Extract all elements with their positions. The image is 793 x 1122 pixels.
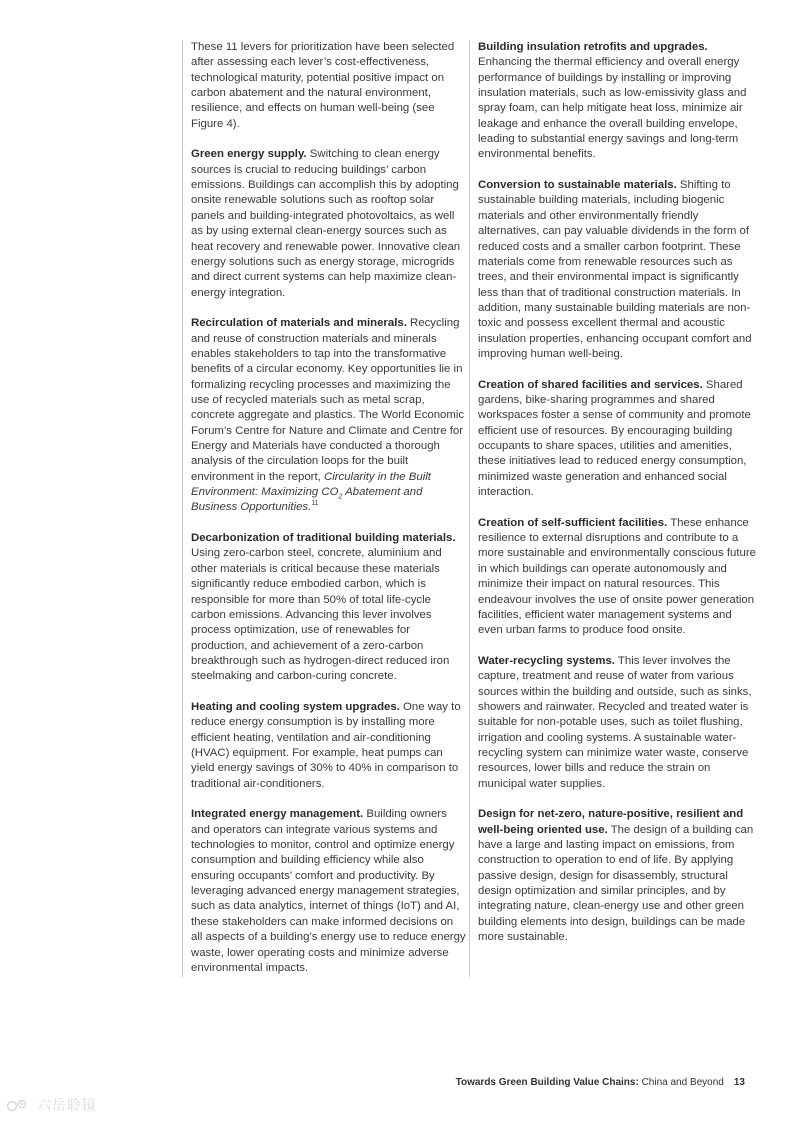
- recirculation-paragraph: Recirculation of materials and minerals. Recycling and reuse of construction materials and minerals enables stakeholders to tap into the transformative benefits of a circular economy. Key opportunities lie in formalizing recycling processes and maximizing the use of recycled materials such as metal scrap, concrete aggregate and plastics. The World Economic Forum’s Centre for Nature and Climate and Centre for Energy and Materials have conducted a thorough analysis of the circulation loops for the built environment in the report, Circularity in the Built Environment: Maximizing $CO_2$ Abatement and Business Opportunities.$^{11}$: [191, 317, 465, 514]
- insulation-heading: Building insulation retrofits and upgrades.: [478, 41, 708, 53]
- decarbonization-heading: Decarbonization of traditional building materials.: [191, 532, 456, 545]
- intro-paragraph: These 11 levers for prioritization have been selected after assessing each lever’s cost-effectiveness, technological maturity, potential positive impact on carbon abatement and the natural environment, resilience, and effects on human well-being (see Figure 4).: [191, 41, 455, 130]
- heating-heading: Heating and cooling system upgrades.: [191, 700, 400, 713]
- decarbonization-paragraph: Decarbonization of traditional building materials. Using zero-carbon steel, concrete, aluminium and other materials is critical because these materials significantly reduce embodied carbon, which is responsible for more than 50% of total life-cycle carbon emissions. Advancing this lever involves process optimization, use of renewables for production, and achievement of a zero-carbon breakthrough such as hydrogen-direct reduced iron steelmaking and carbon-curing concrete.: [191, 532, 456, 683]
- right-column: [469, 40, 756, 977]
- footnote-ref: 11: [311, 500, 319, 508]
- page-footer: [456, 1077, 745, 1088]
- recirculation-heading: Recirculation of materials and minerals.: [191, 317, 407, 330]
- shared-facilities-paragraph: Creation of shared facilities and services. Shared gardens, bike-sharing programmes and shared workspaces foster a sense of community and promote efficient use of resources. By encouraging building occupants to share spaces, utilities and amenities, these initiatives lead to reduced energy consumption, minimized waste generation and enhanced social interaction.: [478, 378, 751, 499]
- sustainable-materials-heading: Conversion to sustainable materials.: [478, 179, 677, 192]
- net-zero-design-paragraph: Design for net-zero, nature-positive, resilient and well-being oriented use. The design of a building can have a large and lasting impact on emissions, from construction to operation to end of life. By applying passive design, design for disassembly, structural design optimization and similar principles, and by integrating nature, clean-energy use and other green building elements into design, buildings can be made more sustainable.: [478, 808, 754, 944]
- self-sufficient-paragraph: Creation of self-sufficient facilities. These enhance resilience to external disruptions and contribute to a more sustainable and environmentally conscious future in which buildings can operate autonomously and minimize their impact on natural resources. This endeavour involves the use of onsite power generation facilities, efficient water management systems and even urban farms to produce food onsite.: [478, 516, 756, 637]
- page-number: 13: [733, 1077, 745, 1088]
- left-column: [182, 40, 467, 977]
- heating-paragraph: Heating and cooling system upgrades. One way to reduce energy consumption is by installing more efficient heating, ventilation and air-conditioning (HVAC) equipment. For example, heat pumps can yield energy savings of 30% to 40% in comparison to traditional air-conditioners.: [191, 700, 461, 790]
- net-zero-design-heading: Design for net-zero, nature-positive, resilient and well-being oriented use.: [478, 808, 744, 836]
- shared-facilities-heading: Creation of shared facilities and services.: [478, 378, 703, 391]
- report-title: Circularity in the Built Environment: Maximizing $CO_2$ Abatement and Business Opportunities.: [191, 470, 431, 514]
- insulation-paragraph: Building insulation retrofits and upgrades. Enhancing the thermal efficiency and overall energy performance of buildings by installing or improving insulation materials, such as low-emissivity glass and spray foam, can help mitigate heat loss, minimize air leakage and enhance the overall building envelope, leading to substantial energy savings and long-term environmental benefits.: [478, 41, 747, 161]
- watermark-text: 六岳聆镜: [36, 1097, 97, 1113]
- footer-report-subtitle: China and Beyond: [638, 1077, 724, 1088]
- self-sufficient-heading: Creation of self-sufficient facilities.: [478, 516, 668, 529]
- sustainable-materials-paragraph: Conversion to sustainable materials. Shifting to sustainable building materials, including biogenic materials and other environmentally friendly alternatives, can pay valuable dividends in the form of reduced costs and a smaller carbon footprint. These materials come from renewable resources such as trees, and their environmental impact is significantly less than that of traditional construction materials. In addition, many sustainable building materials are non-toxic and possess excellent thermal and acoustic insulation properties, enhancing occupant comfort and improving human well-being.: [478, 179, 752, 360]
- eye-logo-icon: [6, 1099, 32, 1113]
- green-energy-heading: Green energy supply.: [191, 148, 307, 161]
- energy-management-paragraph: Integrated energy management. Building owners and operators can integrate various systems and technologies to monitor, control and optimize energy consumption and building efficiency while also ensuring occupants’ comfort and productivity. By leveraging advanced energy management strategies, such as data analytics, internet of things (IoT) and AI, these stakeholders can make informed decisions on all aspects of a building’s energy use to reduce energy waste, lower operating costs and minimize adverse environmental impacts.: [191, 808, 466, 974]
- green-energy-paragraph: Green energy supply. Switching to clean energy sources is crucial to reducing buildings’ carbon emissions. Buildings can accomplish this by adopting onsite renewable solutions such as rooftop solar panels and building-integrated photovoltaics, as well as by using external clean-energy sources such as heat recovery and renewable power. Innovative clean energy solutions such as energy storage, microgrids and direct current systems can help maximize clean-energy integration.: [191, 148, 461, 299]
- water-recycling-heading: Water-recycling systems.: [478, 654, 615, 667]
- water-recycling-paragraph: Water-recycling systems. This lever involves the capture, treatment and reuse of water from various sources within the building and outside, such as sinks, showers and rainwater. Recycled and treated water is suitable for non-potable uses, such as toilet flushing, irrigation and cooling systems. A sustainable water-recycling system can minimize water waste, conserve resources, lower bills and reduce the strain on municipal water supplies.: [478, 654, 752, 790]
- energy-management-heading: Integrated energy management.: [191, 808, 364, 821]
- footer-report-title: Towards Green Building Value Chains:: [455, 1077, 639, 1088]
- watermark: [6, 1095, 97, 1115]
